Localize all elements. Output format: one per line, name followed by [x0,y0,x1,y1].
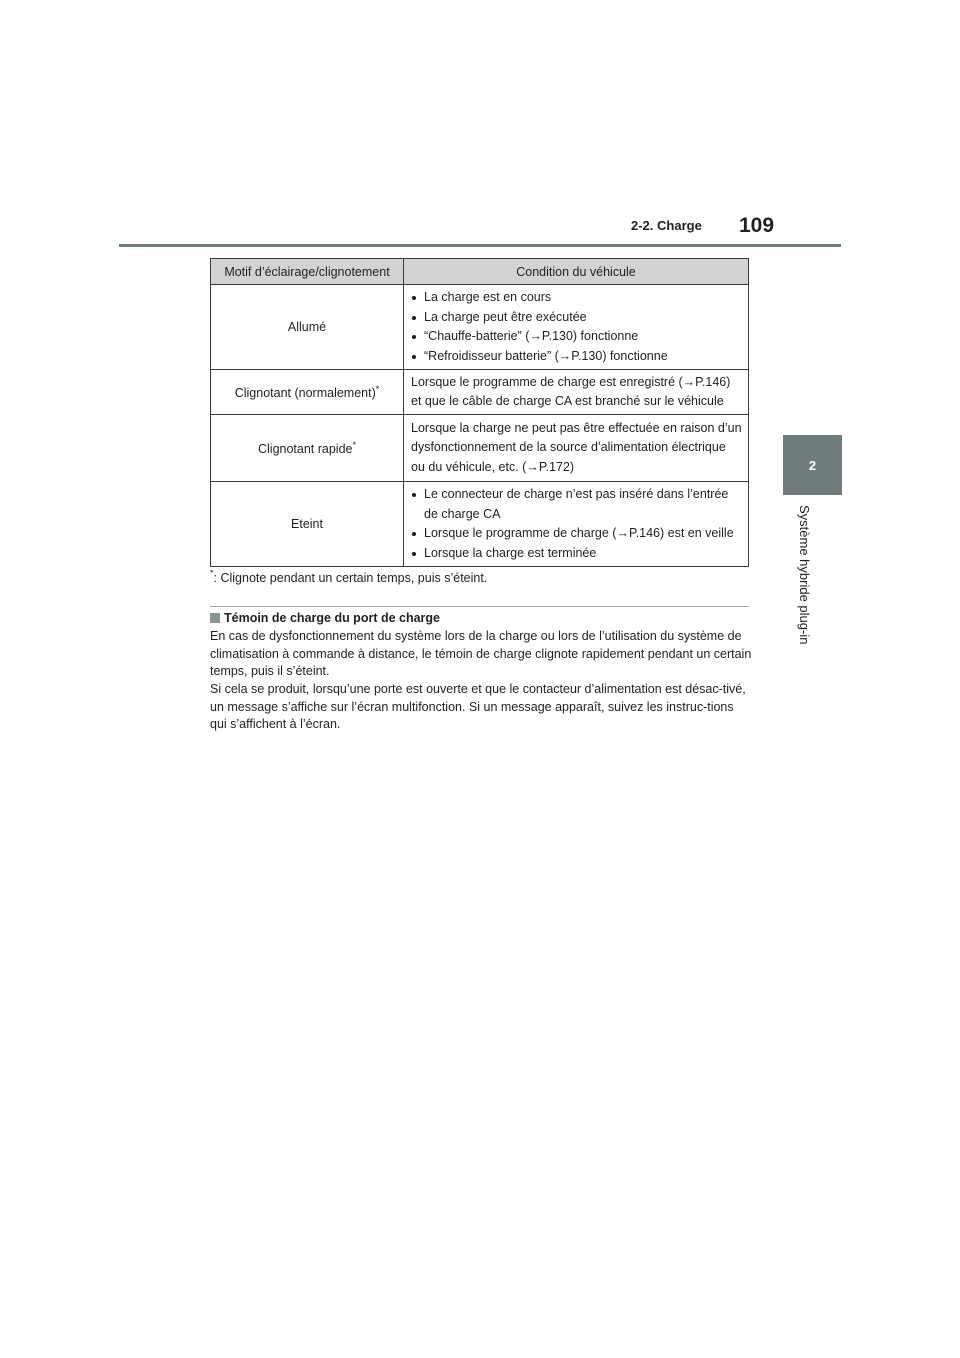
condition-cell [404,482,749,567]
body-paragraph: Si cela se produit, lorsqu’une porte est ouverte et que le contacteur d’alimentation est désac-tivé, un message s’affiche sur l’écran multifonction. Si un message apparaît, suivez les instruc-tions qui s’affichent à l’écran. [210,682,746,731]
table-row [211,415,749,482]
square-bullet-icon [210,613,220,623]
section-title: Témoin de charge du port de charge [224,611,441,625]
chapter-label: Système hybride plug-in [797,505,812,645]
chapter-number: 2 [808,457,817,473]
chapter-tab [783,435,842,495]
condition-text: Lorsque la charge ne peut pas être effectuée en raison d’un dysfonctionnement de la source d’alimentation électrique ou du véhicule, etc. (→P.172) [411,420,742,474]
list-item: La charge est en cours [411,288,742,308]
pattern-cell [211,482,404,567]
condition-cell [404,415,749,482]
condition-cell [404,370,749,415]
table-row [211,285,749,370]
footnote-mark: * [375,383,380,394]
table-row [211,482,749,567]
header-condition: Condition du véhicule [404,259,749,285]
table-header-row [211,259,749,285]
header-pattern: Motif d’éclairage/clignotement [211,259,404,285]
list-item: La charge peut être exécutée [411,308,742,328]
condition-cell [404,285,749,370]
list-item: Lorsque la charge est terminée [411,544,742,564]
list-item: “Refroidisseur batterie” (→P.130) fonctionne [411,347,742,367]
section-heading [210,611,440,625]
condition-text: Lorsque le programme de charge est enregistré (→P.146) et que le câble de charge CA est branché sur le véhicule [411,374,731,408]
header-divider [119,244,841,247]
body-paragraph: En cas de dysfonctionnement du système lors de la charge ou lors de l’utilisation du système de climatisation à commande à distance, le témoin de charge clignote rapidement pendant un certain temps, puis il s’éteint. [210,629,752,678]
section-divider [210,606,749,607]
page-number: 109 [739,214,775,237]
pattern-label: Eteint [291,517,323,531]
list-item: “Chauffe-batterie” (→P.130) fonctionne [411,327,742,347]
pattern-label: Clignotant rapide [257,442,353,457]
indicator-table [210,258,749,567]
list-item: Le connecteur de charge n’est pas inséré dans l’entrée de charge CA [411,485,742,524]
pattern-cell [211,285,404,370]
footnote-text: : Clignote pendant un certain temps, puis s’éteint. [213,571,488,586]
section-header: 2-2. Charge [631,218,702,233]
pattern-cell [211,415,404,482]
footnote-mark: * [210,568,214,578]
table-footnote [210,569,487,585]
pattern-cell [211,370,404,415]
list-item: Lorsque le programme de charge (→P.146) est en veille [411,524,742,544]
footnote-mark: * [352,439,357,450]
pattern-label: Allumé [287,320,327,334]
table-row [211,370,749,415]
pattern-label: Clignotant (normalement) [234,386,376,401]
